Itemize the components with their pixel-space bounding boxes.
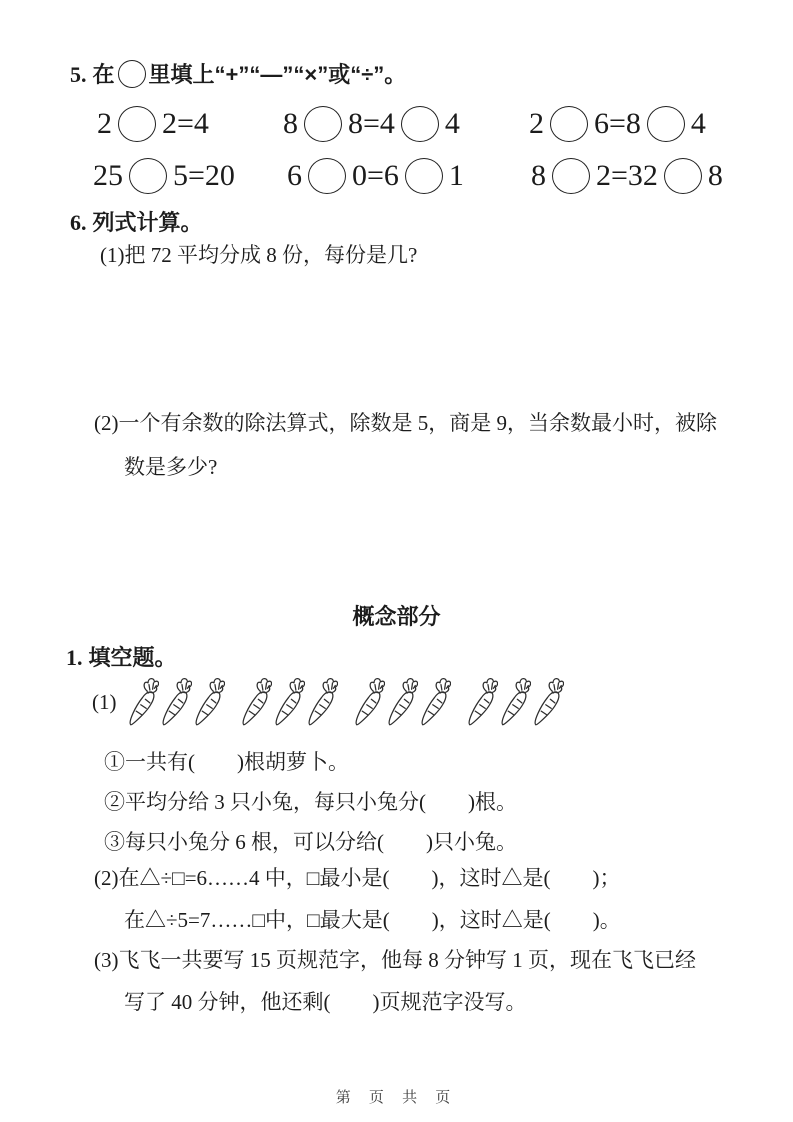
equation-2 [283,103,460,145]
page-footer: 第 页 共 页 [335,1089,458,1106]
carrot-groups [128,674,564,730]
operator-blank-circle [552,158,590,194]
equation-operand: 0=6 [352,159,399,192]
section5-title-suffix: 里填上“+”“—”“×”或“÷”。 [148,62,407,87]
carrot-icon [241,674,272,730]
section6-q1: (1)把 72 平均分成 8 份，每份是几? [100,243,418,267]
carrot-icon [161,674,192,730]
operator-blank-circle [405,158,443,194]
equation-operand: 5=20 [173,159,235,192]
concept-q1-title: 填空题。 [88,645,177,670]
equation-6 [531,155,723,197]
fill-blank-q2 [94,857,621,941]
fill-blank-q1-label: (1) [92,690,117,714]
operator-blank-circle [401,106,439,142]
fill-blank-sub1: ①一共有( )根胡萝卜。 [104,750,349,774]
fill-blank-q2-line2: 在△÷5=7……□中，□最大是( )，这时△是( )。 [124,908,621,932]
equation-operand: 6=8 [594,107,641,140]
carrot-icon [307,674,338,730]
operator-blank-circle [304,106,342,142]
carrot-icon [354,674,385,730]
equation-5 [287,155,464,197]
carrot-icon [274,674,305,730]
fill-blank-sub3: ③每只小兔分 6 根，可以分给( )只小兔。 [104,830,517,854]
section5-number: 5. [70,62,87,87]
section6-heading [70,206,203,237]
operator-blank-circle [550,106,588,142]
operator-blank-circle [118,106,156,142]
equation-operand: 8 [707,159,723,192]
equation-3 [529,103,706,145]
carrot-icon [467,674,498,730]
section6-number: 6. [70,210,87,235]
fill-blank-sub2: ②平均分给 3 只小兔，每只小兔分( )根。 [104,790,517,814]
carrot-icon [128,674,159,730]
equation-4 [93,155,235,197]
operator-blank-circle [308,158,346,194]
equation-operand: 2=4 [162,107,209,140]
carrot-icon [387,674,418,730]
equation-operand: 6 [287,159,302,192]
section6-title: 列式计算。 [92,210,203,235]
section5-title-prefix: 在 [92,62,115,87]
concept-section-heading: 概念部分 [352,604,441,629]
operator-blank-circle [129,158,167,194]
section6-q2-line2: 数是多少? [124,455,218,479]
fill-blank-q2-line1: (2)在△÷□=6……4 中，□最小是( )，这时△是( )； [94,866,621,890]
section6-q2 [94,401,717,489]
fill-blank-q3-line1: (3)飞飞一共要写 15 页规范字，他每 8 分钟写 1 页，现在飞飞已经 [94,948,696,972]
equation-operand: 8=4 [348,107,395,140]
operator-blank-circle [647,106,685,142]
fill-blank-q3 [94,939,696,1023]
equation-operand: 2=32 [596,159,658,192]
blank-circle-icon [118,60,146,88]
fill-blank-q3-line2: 写了 40 分钟，他还剩( )页规范字没写。 [124,990,527,1014]
carrot-group [354,674,451,730]
equation-1 [97,103,209,145]
operator-blank-circle [664,158,702,194]
section6-q2-line1: (2)一个有余数的除法算式，除数是 5，商是 9，当余数最小时，被除 [94,411,717,435]
equation-operand: 4 [690,107,706,140]
carrot-group [128,674,225,730]
equation-operand: 8 [531,159,546,192]
section5-heading [70,58,406,89]
concept-q1-heading [66,641,177,672]
carrot-icon [500,674,531,730]
equation-operand: 4 [444,107,460,140]
equation-operand: 1 [448,159,464,192]
fill-blank-q1-subitems [104,742,517,862]
carrot-icon [194,674,225,730]
carrot-group [241,674,338,730]
equation-operand: 25 [93,159,123,192]
carrot-icon [420,674,451,730]
concept-q1-number: 1. [66,645,83,670]
equation-operand: 8 [283,107,298,140]
carrot-icon [533,674,564,730]
equation-operand: 2 [97,107,112,140]
equation-operand: 2 [529,107,544,140]
carrot-group [467,674,564,730]
